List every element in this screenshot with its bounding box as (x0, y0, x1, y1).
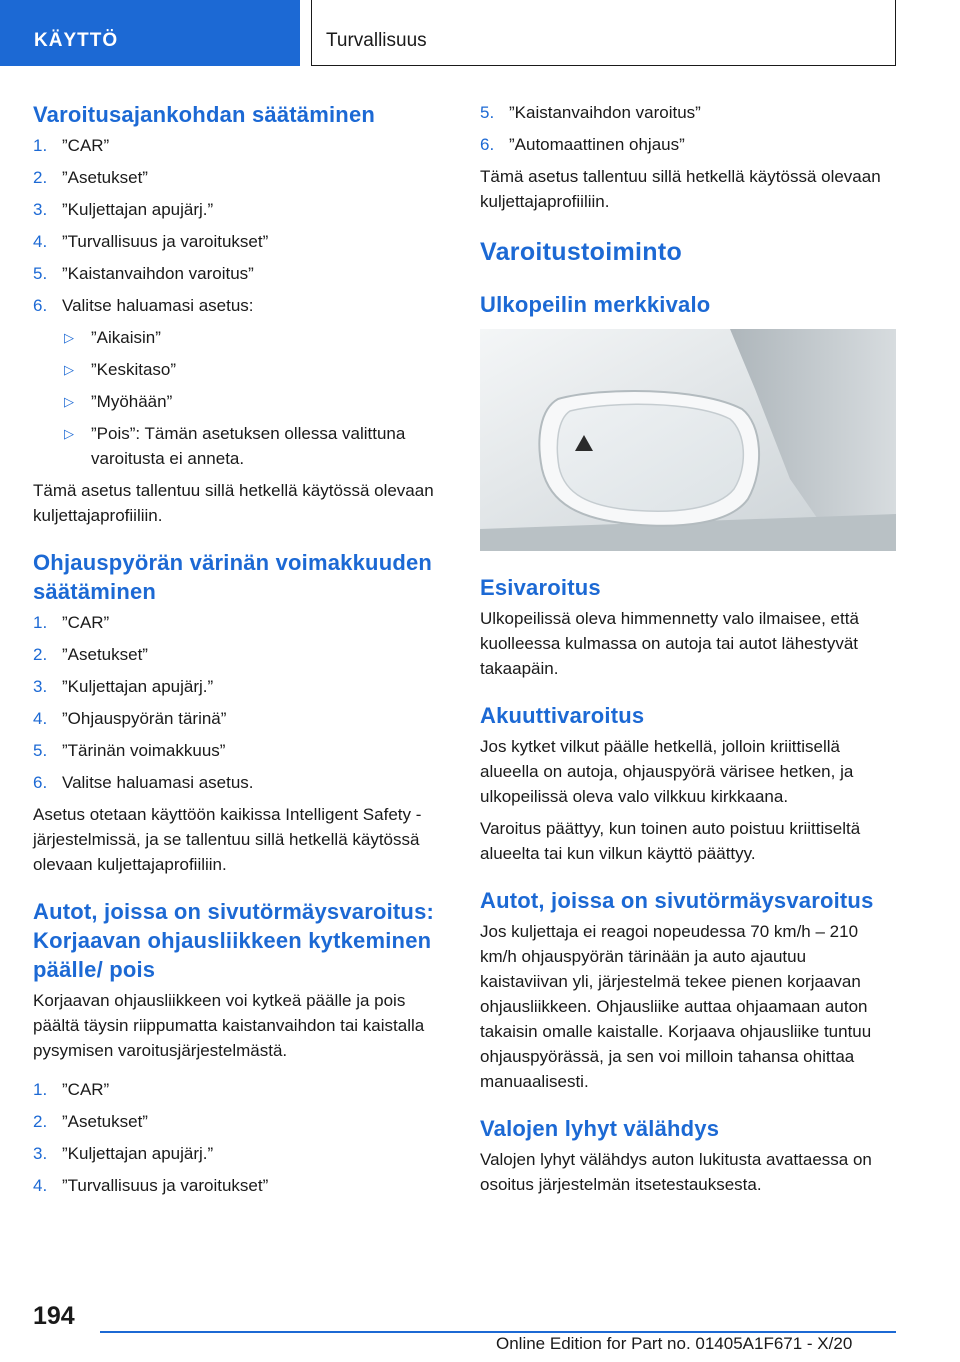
list-item: ▷ ”Aikaisin” (62, 325, 447, 350)
list-item: 5. ”Kaistanvaihdon varoitus” (33, 264, 254, 283)
warning-timing-steps (33, 133, 447, 318)
list-item: 1. ”CAR” (33, 136, 110, 155)
list-item: 5. ”Tärinän voimakkuus” (33, 741, 226, 760)
list-item: 3. ”Kuljettajan apujärj.” (33, 1144, 214, 1163)
acute-warning-body-2: Varoitus päättyy, kun toinen auto poistuu kriittiseltä alueelta tai kun vilkun käyttö päättyy. (480, 819, 861, 863)
chapter-tab: KÄYTTÖ (0, 0, 300, 66)
side-collision-body: Jos kuljettaja ei reagoi nopeudessa 70 km/h – 210 km/h ohjauspyörän tärinään ja auto ajautuu kaistaviivan yli, järjestelmä tekee pienen korjaavan ohjausliikkeen. Ohjausliike auttaa ohjaamaan auton takaisin omalle kaistalle. Korjaava ohjausliike tuntuu ohjauspyörässä, ja sen voi milloin tahansa ohittaa manuaalisesti. (480, 922, 872, 1091)
corrective-steering-body: Korjaavan ohjausliikkeen voi kytkeä päälle ja pois päältä täysin riippumatta kaistanvaihdon tai kaistalla pysymisen varoitusjärjestelmästä. (33, 991, 425, 1060)
side-collision-heading: Autot, joissa on sivutörmäysvaroitus (480, 888, 874, 913)
list-item: 1. ”CAR” (33, 1080, 110, 1099)
auto-steering-steps (480, 100, 896, 157)
list-item: 4. ”Ohjauspyörän tärinä” (33, 709, 227, 728)
list-item: 4. ”Turvallisuus ja varoitukset” (33, 1176, 269, 1195)
list-item: 2. ”Asetukset” (33, 1112, 148, 1131)
prewarning-heading: Esivaroitus (480, 575, 601, 600)
right-column (480, 100, 896, 1204)
vibration-heading: Ohjauspyörän värinän voimakkuuden säätäminen (33, 550, 433, 604)
page-number: 194 (33, 1302, 75, 1330)
warning-timing-heading: Varoitusajankohdan säätäminen (33, 102, 376, 127)
page-header (0, 0, 960, 66)
triangle-right-outline-icon: ▷ (64, 362, 74, 377)
corrective-steering-heading: Autot, joissa on sivutörmäysvaroitus: Korjaavan ohjausliikkeen kytkeminen päälle/ pois (33, 899, 435, 982)
mirror-light-heading: Ulkopeilin merkkivalo (480, 292, 711, 317)
list-item: 4. ”Turvallisuus ja varoitukset” (33, 232, 269, 251)
list-item: 6. ”Automaattinen ohjaus” (480, 135, 685, 154)
section-title: Turvallisuus (311, 0, 896, 66)
prewarning-body: Ulkopeilissä oleva himmennetty valo ilmaisee, että kuolleessa kulmassa on autoja tai autot lähestyvät takaapäin. (480, 609, 859, 678)
headlight-flash-heading: Valojen lyhyt välähdys (480, 1116, 720, 1141)
list-item: 6. Valitse haluamasi asetus: (33, 296, 254, 315)
list-item: 5. ”Kaistanvaihdon varoitus” (480, 103, 701, 122)
list-item: 6. Valitse haluamasi asetus. (33, 773, 254, 792)
profile-note: Tämä asetus tallentuu sillä hetkellä käytössä olevaan kuljettajaprofiiliin. (480, 167, 881, 211)
list-item: 3. ”Kuljettajan apujärj.” (33, 200, 214, 219)
list-item: ▷ ”Keskitaso” (62, 357, 447, 382)
corrective-steering-steps (33, 1077, 447, 1198)
intelligent-safety-note: Asetus otetaan käyttöön kaikissa Intelligent Safety -järjestelmissä, ja se tallentuu sillä hetkellä käytössä olevaan kuljettajaprofiiliin. (33, 805, 422, 874)
list-item: ▷ ”Pois”: Tämän asetuksen ollessa valittuna varoitusta ei anneta. (62, 421, 447, 471)
acute-warning-heading: Akuuttivaroitus (480, 703, 645, 728)
acute-warning-body-1: Jos kytket vilkut päälle hetkellä, jolloin kriittisellä alueella on autoja, ohjauspyörä värisee hetken, ja ulkopeilissä oleva valo vilkkuu kirkkaana. (480, 737, 854, 806)
left-column (33, 100, 447, 1205)
list-item: ▷ ”Myöhään” (62, 389, 447, 414)
list-item: 2. ”Asetukset” (33, 645, 148, 664)
headlight-flash-body: Valojen lyhyt välähdys auton lukitusta avattaessa on osoitus järjestelmän itsetestauksesta. (480, 1150, 872, 1194)
side-mirror-warning-icon (480, 329, 896, 551)
edition-text: Online Edition for Part no. 01405A1F671 - X/20 (496, 1334, 853, 1353)
triangle-right-outline-icon: ▷ (64, 330, 74, 345)
list-item: 1. ”CAR” (33, 613, 110, 632)
triangle-right-outline-icon: ▷ (64, 394, 74, 409)
list-item: 2. ”Asetukset” (33, 168, 148, 187)
warning-function-heading: Varoitustoiminto (480, 238, 683, 266)
list-item: 3. ”Kuljettajan apujärj.” (33, 677, 214, 696)
footer-divider (100, 1331, 896, 1333)
warning-timing-options (62, 325, 447, 471)
vibration-steps (33, 610, 447, 795)
profile-note: Tämä asetus tallentuu sillä hetkellä käytössä olevaan kuljettajaprofiiliin. (33, 481, 434, 525)
triangle-right-outline-icon: ▷ (64, 426, 74, 441)
